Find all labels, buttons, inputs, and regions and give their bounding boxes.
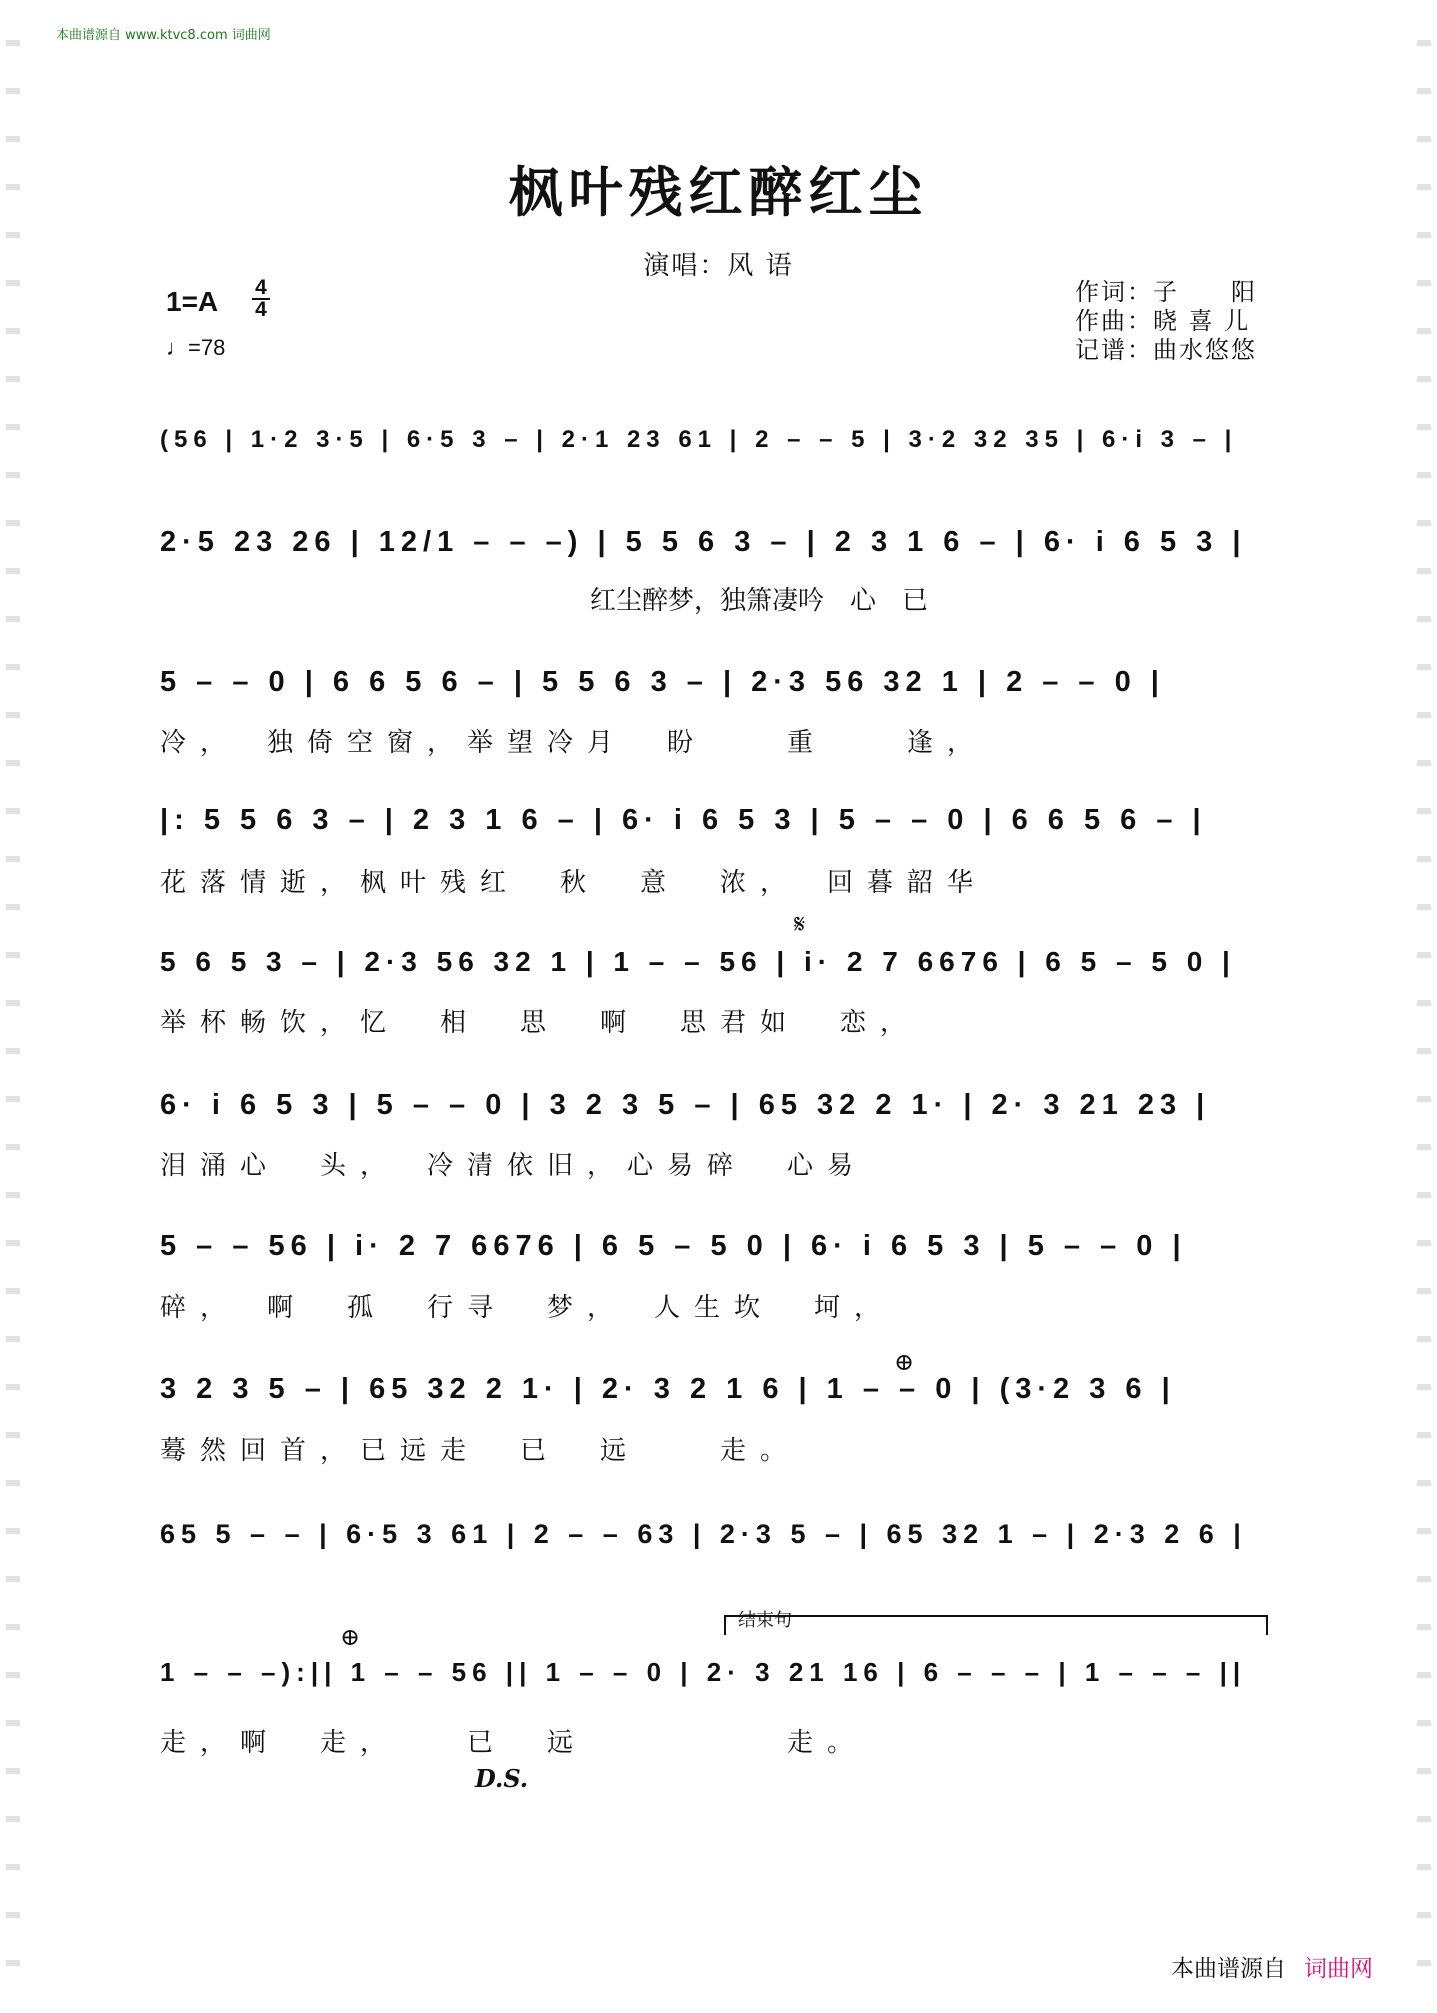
time-signature-bottom: 4 (255, 298, 267, 321)
lyric-line: 泪涌心 头， 冷清依旧，心易碎 心易 (160, 1151, 868, 1181)
key-signature: 1=A (166, 286, 219, 317)
lyric-line: 举杯畅饮，忆 相 思 啊 思君如 恋， (160, 1008, 921, 1038)
coda-sign: ⊕ (894, 1348, 915, 1376)
score-notes: 65 5 – – | 6·5 3 61 | 2 – – 63 | 2·3 5 – | 65 32 1 – | 2·3 2 6 | (160, 1519, 1247, 1549)
credits-block (1075, 278, 1257, 365)
score-line (160, 1083, 1270, 1135)
score-line (160, 1367, 1270, 1419)
score-line (160, 798, 1270, 850)
segno-sign: 𝄋 (794, 910, 806, 940)
lyric-line: 走，啊 走， 已 远 走。 (160, 1728, 868, 1758)
ds-mark: D.S. (475, 1764, 529, 1793)
score-line (160, 420, 1270, 472)
score-notes: 5 6 5 3 – | 2·3 56 32 1 | 1 – – 56 | i· 2 7 6676 | 6 5 – 5 0 | (160, 946, 1236, 977)
lyric-line: 冷， 独倚空窗，举望冷月 盼 重 逢， (160, 728, 988, 758)
composer-credit: 作曲：晓 喜 儿 (1075, 307, 1251, 335)
time-signature (250, 278, 272, 320)
source-header[interactable]: 本曲谱源自 www.ktvc8.com 词曲网 (56, 28, 271, 43)
score-line (160, 1224, 1270, 1276)
score-line (160, 520, 1270, 572)
time-signature-top: 4 (255, 276, 267, 299)
lyric-line: 蓦然回首，已远走 已 远 走。 (160, 1436, 801, 1466)
score-line (160, 660, 1270, 712)
source-footer-prefix: 本曲谱源自 (1171, 1956, 1286, 1982)
score-notes: 5 – – 56 | i· 2 7 6676 | 6 5 – 5 0 | 6· i 6 5 3 | 5 – – 0 | (160, 1230, 1187, 1262)
singer-credit: 演唱：风 语 (643, 251, 794, 281)
source-footer[interactable] (1171, 1950, 1373, 1983)
lyric-line: 碎， 啊 孤 行寻 梦， 人生坎 坷， (160, 1293, 895, 1323)
score-notes: 6· i 6 5 3 | 5 – – 0 | 3 2 3 5 – | 65 32 2 1· | 2· 3 21 23 | (160, 1089, 1211, 1121)
score-notes: 1 – – –):|| 1 – – 56 || 1 – – 0 | 2· 3 21 16 | 6 – – – | 1 – – – || (160, 1657, 1247, 1687)
lyric-line: 花落情逝，枫叶残红 秋 意 浓， 回暮韶华 (160, 868, 988, 898)
notation-credit: 记谱：曲水悠悠 (1075, 336, 1257, 364)
lyricist-credit: 作词：子 阳 (1075, 278, 1257, 306)
song-title: 枫叶残红醉红尘 (508, 160, 929, 224)
ending-label: 结束句 (738, 1610, 792, 1631)
score-notes: 5 – – 0 | 6 6 5 6 – | 5 5 6 3 – | 2·3 56 32 1 | 2 – – 0 | (160, 666, 1165, 698)
left-margin-strip (6, 40, 20, 1983)
lyric-line: 红尘醉梦，独箫凄吟 心 已 (590, 586, 929, 616)
score-notes: 3 2 3 5 – | 65 32 2 1· | 2· 3 2 1 6 | 1 – – 0 | (3·2 3 6 | (160, 1373, 1176, 1405)
score-notes: 2·5 23 26 | 12/1 – – –) | 5 5 6 3 – | 2 3 1 6 – | 6· i 6 5 3 | (160, 526, 1247, 558)
score-line (160, 940, 1270, 992)
score-line (160, 1651, 1270, 1703)
tempo-mark: ♩=78 (166, 335, 226, 360)
score-line (160, 1513, 1270, 1565)
score-notes: |: 5 5 6 3 – | 2 3 1 6 – | 6· i 6 5 3 | 5 – – 0 | 6 6 5 6 – | (160, 804, 1207, 836)
right-margin-strip (1417, 40, 1431, 1983)
source-footer-site[interactable]: 词曲网 (1304, 1956, 1373, 1982)
ending-bracket (724, 1615, 1268, 1635)
score-notes: (56 | 1·2 3·5 | 6·5 3 – | 2·1 23 61 | 2 – – 5 | 3·2 32 35 | 6·i 3 – | (160, 426, 1238, 453)
coda-sign: ⊕ (340, 1623, 361, 1651)
